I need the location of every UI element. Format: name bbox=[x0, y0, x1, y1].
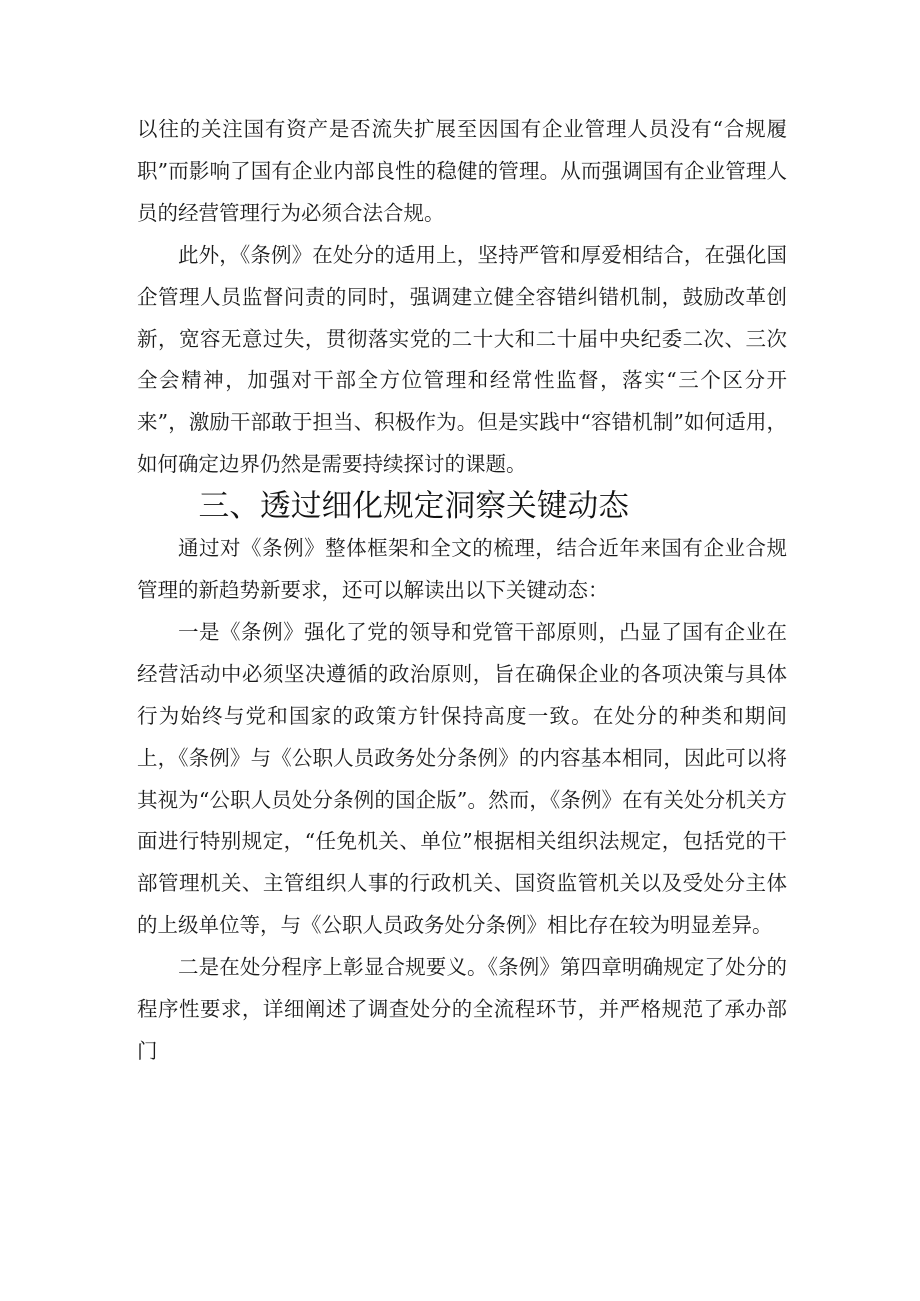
paragraph-continuation: 以往的关注国有资产是否流失扩展至因国有企业管理人员没有“合规履职”而影响了国有企业内部良性的稳健的管理。从而强调国有企业管理人员的经营管理行为必须合法合规。 bbox=[137, 117, 787, 225]
paragraph-tolerance-mechanism: 此外，《条例》在处分的适用上，坚持严管和厚爱相结合，在强化国企管理人员监督问责的同时，强调建立健全容错纠错机制，鼓励改革创新，宽容无意过失，贯彻落实党的二十大和二十届中央纪委二次、三次全会精神，加强对干部全方位管理和经常性监督，落实“三个区分开来”，激励干部敢于担当、积极作为。但是实践中“容错机制”如何适用，如何确定边界仍然是需要持续探讨的课题。 bbox=[137, 242, 787, 477]
section-heading-three: 三、透过细化规定洞察关键动态 bbox=[198, 488, 630, 525]
document-body bbox=[137, 109, 787, 1073]
paragraph-key-trends-intro: 通过对《条例》整体框架和全文的梳理，结合近年来国有企业合规管理的新趋势新要求，还可以解读出以下关键动态： bbox=[137, 536, 787, 602]
paragraph-point-one: 一是《条例》强化了党的领导和党管干部原则，凸显了国有企业在经营活动中必须坚决遵循的政治原则，旨在确保企业的各项决策与具体行为始终与党和国家的政策方针保持高度一致。在处分的种类和期间上，《条例》与《公职人员政务处分条例》的内容基本相同，因此可以将其视为“公职人员处分条例的国企版”。然而，《条例》在有关处分机关方面进行特别规定，“任免机关、单位”根据相关组织法规定，包括党的干部管理机关、主管组织人事的行政机关、国资监管机关以及受处分主体的上级单位等，与《公职人员政务处分条例》相比存在较为明显差异。 bbox=[137, 619, 787, 938]
paragraph-point-two: 二是在处分程序上彰显合规要义。《条例》第四章明确规定了处分的程序性要求，详细阐述了调查处分的全流程环节，并严格规范了承办部门 bbox=[137, 955, 787, 1063]
